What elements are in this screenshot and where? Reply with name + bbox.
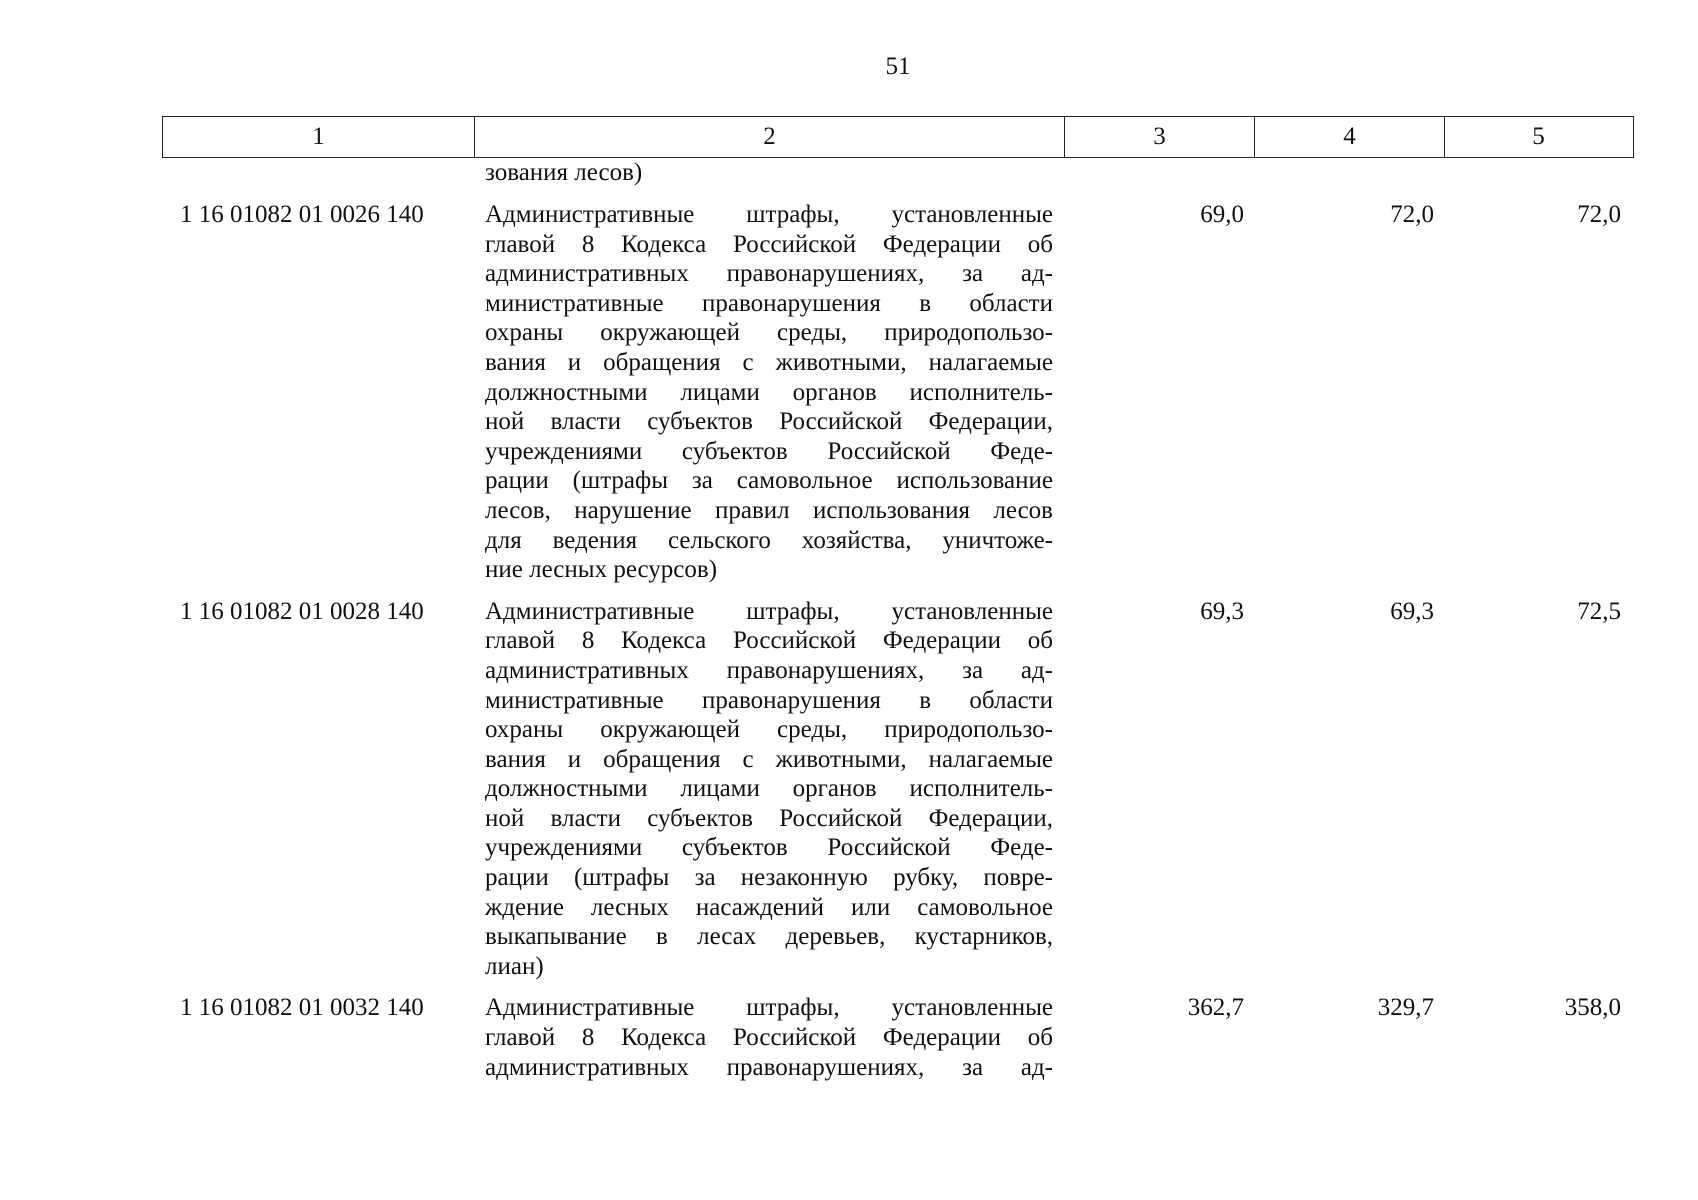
row-value-col3: 69,3 [1200,597,1244,625]
description-line: рации (штрафы за незаконную рубку, повре- [485,864,1053,892]
page-number-text: 51 [885,53,911,80]
row-value-col4: 69,3 [1390,597,1434,625]
description-line: административных правонарушениях, за ад- [485,656,1053,684]
description-line: должностными лицами органов исполнитель- [485,775,1053,803]
row-value-col4: 72,0 [1390,201,1434,228]
description-line: охраны окружающей среды, природопользо- [485,716,1053,744]
table-row [162,597,1634,982]
description-line: министративные правонарушения в области [485,686,1053,714]
table-header-row [162,116,1634,158]
description-line: Административные штрафы, установленные [485,994,1053,1022]
description-line: лиан) [485,952,544,980]
table-row [162,200,1634,585]
header-col-5: 5 [1532,123,1545,150]
row-code: 1 16 01082 01 0026 140 [180,201,424,228]
row-description [474,597,1064,982]
header-col-2: 2 [475,117,1065,157]
description-line: главой 8 Кодекса Российской Федерации об [485,627,1053,655]
description-line: ние лесных ресурсов) [485,556,718,584]
description-line: вания и обращения с животными, налагаемые [485,745,1053,773]
row-value-col5: 358,0 [1564,994,1621,1022]
row-code: 1 16 01082 01 0028 140 [180,597,424,625]
header-col-3: 3 [1065,117,1255,157]
continuation-text: зования лесов) [485,159,643,186]
description-line: выкапывание в лесах деревьев, кустарников, [485,923,1053,951]
description-line: Административные штрафы, установленные [485,201,1053,228]
description-line: ной власти субъектов Российской Федерации, [485,408,1053,436]
row-value-col3: 362,7 [1187,994,1244,1022]
description-line: вания и обращения с животными, налагаемые [485,348,1053,376]
description-line: должностными лицами органов исполнитель- [485,378,1053,406]
description-line: министративные правонарушения в области [485,289,1053,317]
header-col-4: 4 [1255,117,1445,157]
description-line: ждение лесных насаждений или самовольное [485,893,1053,921]
description-line: рации (штрафы за самовольное использование [485,467,1053,495]
description-line: Административные штрафы, установленные [485,597,1053,625]
description-line: главой 8 Кодекса Российской Федерации об [485,1024,1053,1052]
description-line: административных правонарушениях, за ад- [485,260,1053,288]
page-number [0,52,1698,82]
description-line: лесов, нарушение правил использования лесов [485,496,1053,524]
description-line: административных правонарушениях, за ад- [485,1053,1053,1081]
description-line: ной власти субъектов Российской Федерации, [485,804,1053,832]
row-description [474,200,1064,585]
row-description [474,993,1064,1082]
description-line: охраны окружающей среды, природопользо- [485,319,1053,347]
row-value-col4: 329,7 [1377,994,1434,1022]
row-value-col3: 69,0 [1200,201,1244,228]
table-body [162,158,1634,1082]
table-row [162,993,1634,1082]
description-line: главой 8 Кодекса Российской Федерации об [485,230,1053,258]
description-line: для ведения сельского хозяйства, уничтоже- [485,526,1053,554]
row-code: 1 16 01082 01 0032 140 [180,994,424,1022]
description-line: учреждениями субъектов Российской Феде- [485,834,1053,862]
header-col-1: 1 [163,117,475,157]
description-line: учреждениями субъектов Российской Феде- [485,437,1053,465]
row-value-col5: 72,5 [1577,597,1621,625]
row-value-col5: 72,0 [1577,201,1621,228]
